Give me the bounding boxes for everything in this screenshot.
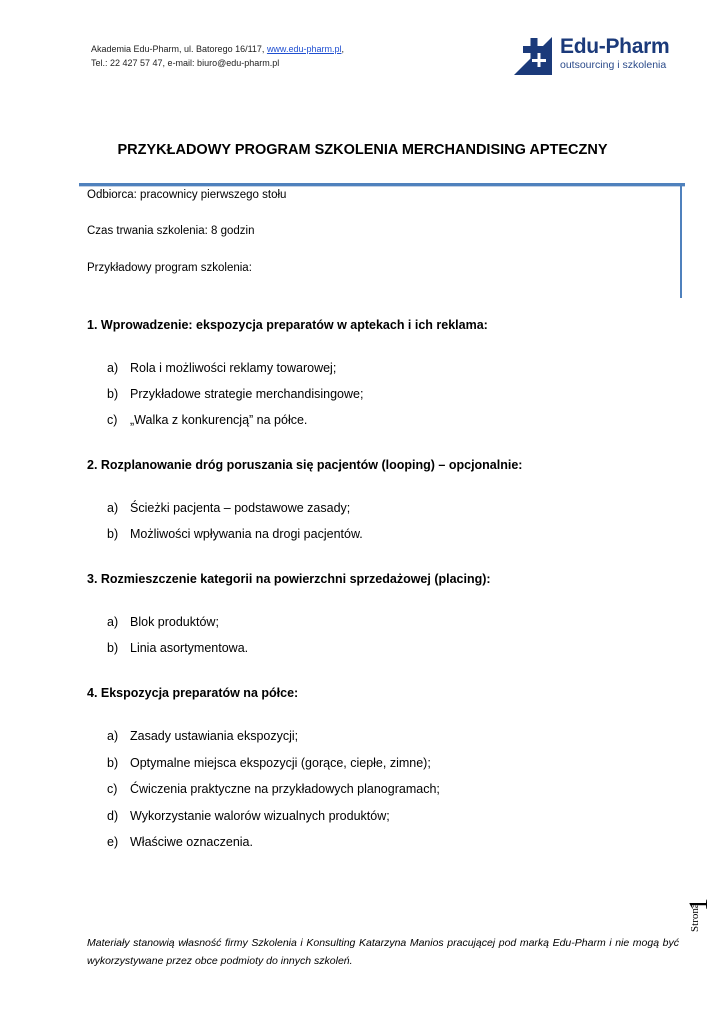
list-item: b) Możliwości wpływania na drogi pacjentów.: [107, 527, 363, 541]
program-label: Przykładowy program szkolenia:: [87, 262, 252, 274]
list-item: a) Zasady ustawiania ekspozycji;: [107, 729, 299, 743]
list-item: a) Rola i możliwości reklamy towarowej;: [107, 361, 337, 375]
audience-text: Odbiorca: pracownicy pierwszego stołu: [87, 189, 287, 201]
title-divider-shadow: [79, 186, 685, 187]
list-item: b) Linia asortymentowa.: [107, 641, 249, 655]
section-heading: 3. Rozmieszczenie kategorii na powierzchni sprzedażowej (placing):: [87, 572, 491, 586]
page-number: 1: [684, 898, 713, 911]
box-right-border: [680, 186, 682, 298]
website-link[interactable]: www.edu-pharm.pl: [266, 44, 342, 54]
list-item: d) Wykorzystanie walorów wizualnych produktów;: [107, 809, 390, 823]
list-item: c) Ćwiczenia praktyczne na przykładowych planogramach;: [107, 782, 440, 796]
header-address: [91, 42, 344, 70]
logo-tagline: outsourcing i szkolenia: [560, 59, 667, 71]
logo-name: Edu-Pharm: [560, 35, 670, 58]
list-item: a) Ścieżki pacjenta – podstawowe zasady;: [107, 501, 351, 515]
list-item: b) Optymalne miejsca ekspozycji (gorące, ciepłe, zimne);: [107, 756, 431, 770]
list-item: b) Przykładowe strategie merchandisingowe;: [107, 387, 364, 401]
section-heading: 4. Ekspozycja preparatów na półce:: [87, 686, 299, 700]
list-item: a) Blok produktów;: [107, 615, 219, 629]
list-item: e) Właściwe oznaczenia.: [107, 835, 253, 849]
section-heading: 2. Rozplanowanie dróg poruszania się pacjentów (looping) – opcjonalnie:: [87, 458, 523, 472]
list-item: c) „Walka z konkurencją” na półce.: [107, 413, 308, 427]
page-number-marker: [686, 875, 716, 935]
section-heading: 1. Wprowadzenie: ekspozycja preparatów w aptekach i ich reklama:: [87, 318, 488, 332]
logo-cross-icon: [510, 33, 556, 79]
edu-pharm-logo: [510, 33, 680, 79]
address-line-2: Tel.: 22 427 57 47, e-mail: biuro@edu-pharm.pl: [91, 58, 280, 68]
address-line-1: Akademia Edu-Pharm, ul. Batorego 16/117, www.edu-pharm.pl,: [91, 44, 344, 54]
document-title: PRZYKŁADOWY PROGRAM SZKOLENIA MERCHANDISING APTECZNY: [117, 142, 608, 158]
footer-note: Materiały stanowią własność firmy Szkolenia i Konsulting Katarzyna Manios pracującej pod marką Edu-Pharm i nie mogą być wykorzystywane przez obce podmioty do innych szkoleń.: [87, 937, 679, 967]
page-word: Strona: [689, 903, 701, 932]
duration-text: Czas trwania szkolenia: 8 godzin: [87, 225, 255, 237]
logo-text: [560, 35, 669, 71]
